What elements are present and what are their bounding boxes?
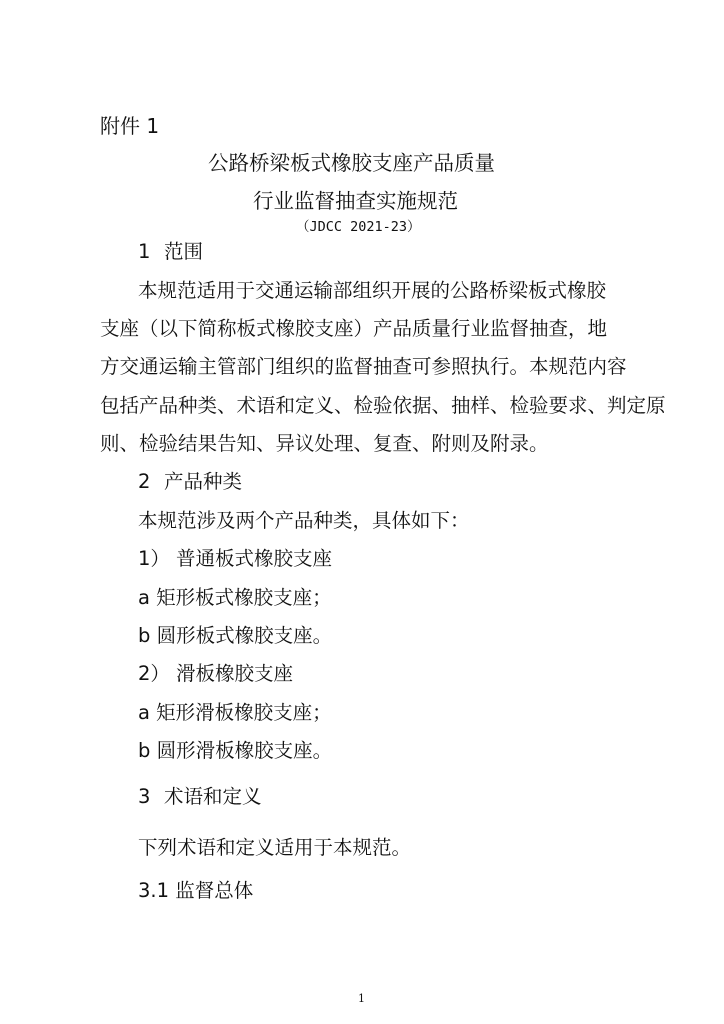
section-2-intro: 本规范涉及两个产品种类，具体如下： — [138, 509, 470, 532]
section-2-number: 2 — [138, 470, 151, 493]
standard-code: （JDCC 2021-23） — [296, 219, 421, 235]
group-1-label: 1） — [138, 547, 170, 570]
section-1-heading — [138, 242, 203, 262]
section-1-title: 范围 — [164, 240, 204, 263]
product-item: a 矩形板式橡胶支座； — [138, 586, 332, 609]
product-group-1 — [138, 549, 332, 569]
section-1-para-line: 支座（以下简称板式橡胶支座）产品质量行业监督抽查，地 — [100, 317, 608, 340]
section-1-para-line: 本规范适用于交通运输部组织开展的公路桥梁板式橡胶 — [138, 279, 607, 302]
page-number: 1 — [358, 992, 365, 1005]
section-1-para-line: 包括产品种类、术语和定义、检验依据、抽样、检验要求、判定原 — [100, 394, 666, 417]
product-item: b 圆形板式橡胶支座。 — [138, 624, 333, 647]
product-item: a 矩形滑板橡胶支座； — [138, 701, 332, 724]
section-1-para-line: 则、检验结果告知、异议处理、复查、附则及附录。 — [100, 432, 549, 455]
group-1-name: 普通板式橡胶支座 — [176, 547, 333, 570]
section-3-heading — [138, 787, 262, 807]
section-2-heading — [138, 472, 242, 492]
attachment-label: 附件 1 — [100, 114, 160, 138]
group-2-label: 2） — [138, 662, 170, 685]
section-2-title: 产品种类 — [164, 470, 243, 493]
section-3-number: 3 — [138, 785, 151, 808]
title-line-2: 行业监督抽查实施规范 — [253, 189, 458, 213]
product-group-2 — [138, 664, 293, 684]
section-3-intro: 下列术语和定义适用于本规范。 — [138, 836, 412, 859]
subsection-3-1: 3.1 监督总体 — [138, 879, 254, 902]
section-1-para-line: 方交通运输主管部门组织的监督抽查可参照执行。本规范内容 — [100, 355, 627, 378]
title-line-1: 公路桥梁板式橡胶支座产品质量 — [208, 151, 495, 175]
group-2-name: 滑板橡胶支座 — [176, 662, 294, 685]
product-item: b 圆形滑板橡胶支座。 — [138, 739, 333, 762]
section-3-title: 术语和定义 — [164, 785, 262, 808]
section-1-number: 1 — [138, 240, 151, 263]
